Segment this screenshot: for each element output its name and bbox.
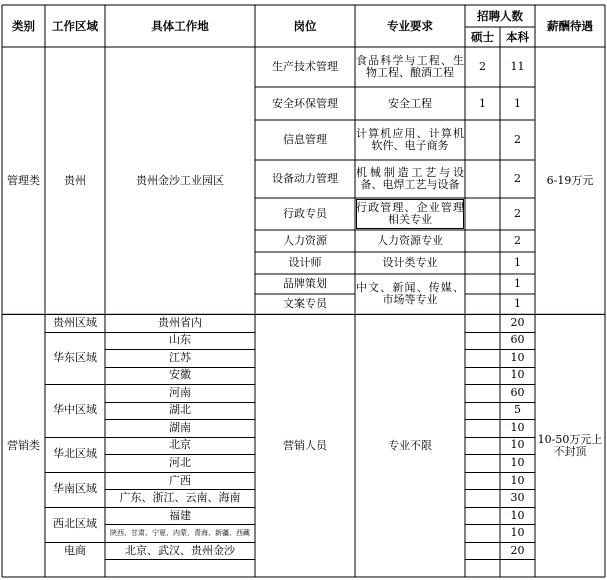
major-cell: 食品科学与工程、生物工程、酿酒工程 — [356, 54, 464, 79]
major-cell: 人力资源专业 — [377, 234, 443, 247]
header-location: 具体工作地 — [151, 19, 209, 33]
bachelor-count-cell: 2 — [514, 133, 521, 146]
location-cell: 福建 — [169, 508, 191, 522]
location-cell: 贵州省内 — [158, 315, 202, 329]
position-cell: 行政专员 — [283, 207, 327, 220]
master-count-cell — [465, 294, 500, 314]
region-cell: 贵州区域 — [53, 315, 97, 329]
management-location: 贵州金沙工业园区 — [136, 173, 224, 187]
bachelor-count-cell: 10 — [510, 368, 525, 382]
header-position: 岗位 — [293, 19, 317, 33]
position-cell: 文案专员 — [283, 297, 327, 310]
header-salary: 薪酬待遇 — [547, 19, 593, 33]
region-cell: 华北区域 — [53, 447, 97, 461]
sales-major: 专业不限 — [388, 438, 432, 452]
sales-category-label: 营销类 — [7, 438, 40, 452]
header-bachelor: 本科 — [506, 30, 529, 44]
bachelor-count-cell: 10 — [510, 350, 525, 364]
management-salary: 6-19万元 — [546, 173, 594, 187]
region-cell: 华南区域 — [53, 482, 97, 496]
bachelor-count-cell: 2 — [514, 172, 521, 185]
bachelor-count-cell: 11 — [510, 60, 525, 73]
master-count-cell — [465, 160, 500, 198]
header-category: 类别 — [12, 19, 35, 33]
bachelor-count-cell: 2 — [514, 207, 521, 220]
region-cell: 华东区域 — [53, 350, 97, 364]
major-cell: 机械制造工艺与设备、电焊工艺与设备 — [356, 166, 464, 191]
bachelor-count-cell: 30 — [510, 491, 525, 505]
master-count-cell: 2 — [479, 60, 486, 73]
position-cell: 品牌策划 — [283, 277, 327, 290]
bachelor-count-cell: 1 — [514, 96, 521, 110]
master-count-cell — [465, 252, 500, 274]
bachelor-count-cell: 20 — [510, 543, 525, 557]
location-cell: 北京、武汉、贵州金沙 — [125, 543, 235, 557]
location-cell: 江苏 — [169, 350, 191, 364]
bachelor-count-cell: 10 — [510, 456, 525, 470]
bachelor-count-cell: 10 — [510, 526, 525, 540]
location-cell: 广西 — [169, 473, 191, 487]
master-count-cell — [465, 198, 500, 230]
bachelor-count-cell: 1 — [514, 297, 521, 310]
position-cell: 信息管理 — [283, 133, 327, 146]
major-cell: 行政管理、企业管理相关专业 — [355, 198, 465, 230]
sales-position: 营销人员 — [283, 438, 327, 452]
master-count-cell — [465, 120, 500, 160]
master-count-cell — [465, 274, 500, 294]
region-cell: 华中区域 — [53, 403, 97, 417]
management-category-label: 管理类 — [7, 173, 40, 187]
location-cell: 河北 — [169, 456, 191, 470]
major-cell: 中文、新闻、传媒、市场等专业 — [356, 281, 464, 306]
management-region: 贵州 — [64, 173, 86, 187]
master-count-cell: 1 — [479, 96, 486, 110]
location-cell: 北京 — [169, 438, 191, 452]
header-master: 硕士 — [471, 30, 494, 44]
bachelor-count-cell: 5 — [514, 403, 521, 417]
bachelor-count-cell: 2 — [514, 234, 521, 247]
location-cell: 湖南 — [169, 420, 191, 434]
location-cell: 安徽 — [169, 368, 191, 382]
position-cell: 安全环保管理 — [272, 96, 338, 110]
bachelor-count-cell: 10 — [510, 420, 525, 434]
master-count-cell — [465, 230, 500, 252]
bachelor-count-cell: 10 — [510, 473, 525, 487]
location-cell: 陕西、甘肃、宁夏、内蒙、青海、新疆、西藏 — [110, 528, 250, 537]
major-cell: 计算机应用、计算机软件、电子商务 — [356, 127, 464, 152]
major-cell: 安全工程 — [388, 96, 432, 110]
location-cell: 河南 — [169, 385, 191, 399]
bachelor-count-cell: 60 — [510, 333, 525, 347]
location-cell: 湖北 — [169, 403, 191, 417]
position-cell: 人力资源 — [283, 234, 327, 247]
region-cell: 西北区域 — [53, 517, 97, 531]
position-cell: 设计师 — [288, 256, 322, 269]
region-cell: 电商 — [64, 543, 86, 557]
major-cell: 设计类专业 — [382, 256, 438, 269]
location-cell: 山东 — [169, 333, 191, 347]
bachelor-count-cell: 20 — [510, 315, 525, 329]
bachelor-count-cell: 10 — [510, 508, 525, 522]
bachelor-count-cell: 1 — [514, 277, 521, 290]
position-cell: 设备动力管理 — [272, 172, 338, 185]
position-cell: 生产技术管理 — [272, 60, 338, 73]
header-region: 工作区域 — [52, 19, 98, 33]
bachelor-count-cell: 60 — [510, 385, 525, 399]
bachelor-count-cell: 1 — [514, 256, 521, 269]
header-hiring-count: 招聘人数 — [477, 9, 523, 23]
bachelor-count-cell: 10 — [510, 438, 525, 452]
sales-salary: 10-50万元上不封顶 — [537, 432, 603, 458]
location-cell: 广东、浙江、云南、海南 — [119, 491, 241, 505]
header-major: 专业要求 — [387, 19, 433, 33]
